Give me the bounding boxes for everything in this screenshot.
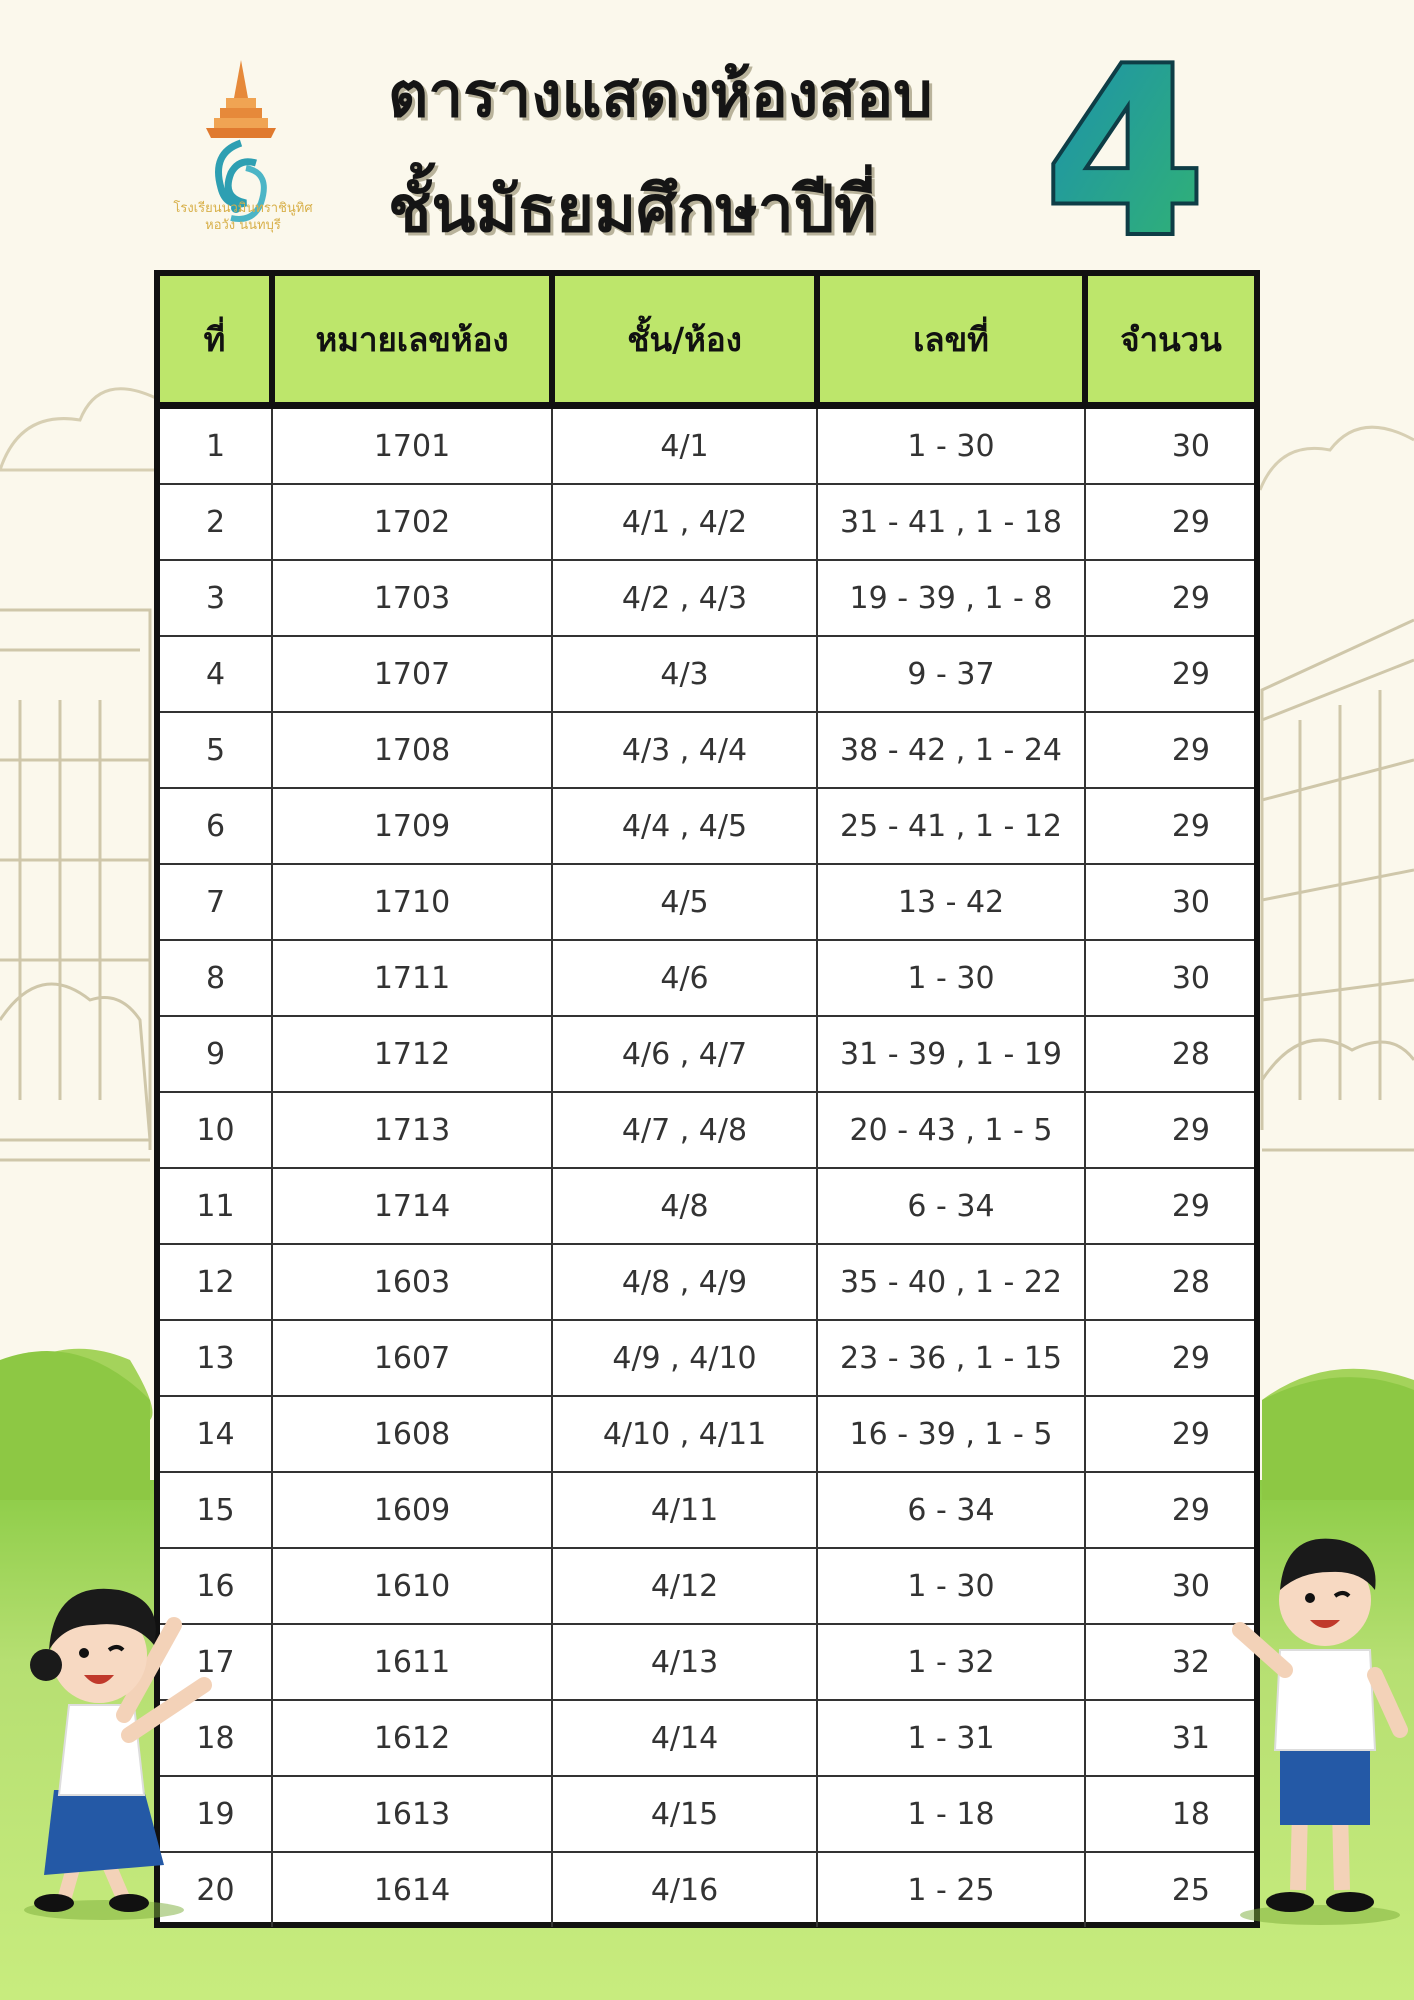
cell-count: 29 xyxy=(1085,1472,1254,1548)
column-header-room-number: หมายเลขห้อง xyxy=(272,276,552,406)
column-header-count: จำนวน xyxy=(1085,276,1254,406)
cell-class: 4/1 , 4/2 xyxy=(552,484,817,560)
school-name-line1: โรงเรียนนวมินทราชินูทิศ xyxy=(173,201,313,216)
cell-count: 18 xyxy=(1085,1776,1254,1852)
cell-no: 6 xyxy=(160,788,272,864)
cell-seat-numbers: 6 - 34 xyxy=(817,1168,1085,1244)
cell-no: 9 xyxy=(160,1016,272,1092)
cell-count: 29 xyxy=(1085,788,1254,864)
cell-class: 4/5 xyxy=(552,864,817,940)
cell-seat-numbers: 6 - 34 xyxy=(817,1472,1085,1548)
cell-room-number: 1702 xyxy=(272,484,552,560)
cell-count: 29 xyxy=(1085,484,1254,560)
exam-room-table xyxy=(154,270,1260,1928)
page-title-line1: ตารางแสดงห้องสอบ xyxy=(388,58,933,131)
cell-count: 25 xyxy=(1171,1872,1210,1908)
cell-no: 19 xyxy=(160,1776,272,1852)
cell-no: 1 xyxy=(160,406,272,485)
cell-count: 30 xyxy=(1085,940,1254,1016)
cell-count: 28 xyxy=(1085,1244,1254,1320)
table-row xyxy=(160,1016,1254,1092)
cell-seat-numbers: 19 - 39 , 1 - 8 xyxy=(817,560,1085,636)
cell-class: 4/9 , 4/10 xyxy=(552,1320,817,1396)
cell-class: 4/2 , 4/3 xyxy=(552,560,817,636)
table-row xyxy=(160,1548,1254,1624)
cell-room-number: 1710 xyxy=(272,864,552,940)
cell-seat-numbers: 9 - 37 xyxy=(817,636,1085,712)
cell-seat-numbers: 13 - 42 xyxy=(817,864,1085,940)
cell-count: 29 xyxy=(1085,1396,1254,1472)
table-row xyxy=(160,1472,1254,1548)
cell-room-number: 1711 xyxy=(272,940,552,1016)
cell-seat-numbers: 23 - 36 , 1 - 15 xyxy=(817,1320,1085,1396)
column-header-class: ชั้น/ห้อง xyxy=(552,276,817,406)
cell-room-number: 1607 xyxy=(272,1320,552,1396)
cell-room-number: 1613 xyxy=(272,1776,552,1852)
cell-seat-numbers: 1 - 32 xyxy=(817,1624,1085,1700)
cell-room-number: 1707 xyxy=(272,636,552,712)
cell-seat-numbers: 38 - 42 , 1 - 24 xyxy=(817,712,1085,788)
table-row xyxy=(160,712,1254,788)
table-row xyxy=(160,1396,1254,1472)
cell-class: 4/7 , 4/8 xyxy=(552,1092,817,1168)
cell-room-number: 1610 xyxy=(272,1548,552,1624)
cell-class: 4/12 xyxy=(552,1548,817,1624)
table-row xyxy=(160,484,1254,560)
cell-seat-numbers: 25 - 41 , 1 - 12 xyxy=(817,788,1085,864)
cell-seat-numbers: 1 - 18 xyxy=(817,1776,1085,1852)
cell-no: 13 xyxy=(160,1320,272,1396)
cell-no: 5 xyxy=(160,712,272,788)
cell-class: 4/13 xyxy=(552,1624,817,1700)
column-header-seat-numbers: เลขที่ xyxy=(817,276,1085,406)
table-row xyxy=(160,940,1254,1016)
cell-room-number: 1708 xyxy=(272,712,552,788)
cell-seat-numbers: 20 - 43 , 1 - 5 xyxy=(817,1092,1085,1168)
school-building-left xyxy=(0,610,150,1160)
cell-class: 4/6 , 4/7 xyxy=(552,1016,817,1092)
cell-no: 18 xyxy=(160,1700,272,1776)
cell-room-number: 1612 xyxy=(272,1700,552,1776)
cell-no: 8 xyxy=(160,940,272,1016)
cell-class: 4/11 xyxy=(552,1472,817,1548)
cell-no: 7 xyxy=(160,864,272,940)
cell-count: 30 xyxy=(1085,406,1254,485)
cell-room-number: 1609 xyxy=(272,1472,552,1548)
cell-class: 4/3 xyxy=(552,636,817,712)
cell-room-number: 1603 xyxy=(272,1244,552,1320)
cell-class: 4/6 xyxy=(552,940,817,1016)
cell-no: 15 xyxy=(160,1472,272,1548)
cell-count: 30 xyxy=(1085,1548,1254,1624)
table-row xyxy=(160,864,1254,940)
cell-class: 4/1 xyxy=(552,406,817,485)
cell-room-number: 1703 xyxy=(272,560,552,636)
grade-number-graphic xyxy=(1040,40,1210,250)
cell-room-number: 1709 xyxy=(272,788,552,864)
table-row xyxy=(160,560,1254,636)
girl-student-illustration xyxy=(14,1535,244,1925)
column-header-no: ที่ xyxy=(160,276,272,406)
cell-count: 28 xyxy=(1085,1016,1254,1092)
cell-seat-numbers: 1 - 30 xyxy=(817,406,1085,485)
cell-room-number: 1701 xyxy=(272,406,552,485)
cell-room-number: 1712 xyxy=(272,1016,552,1092)
cell-seat-numbers: 31 - 39 , 1 - 19 xyxy=(817,1016,1085,1092)
cell-count: 29 xyxy=(1085,1092,1254,1168)
school-name-caption xyxy=(168,200,318,234)
page-title-line2: ชั้นมัธยมศึกษาปีที่ xyxy=(388,173,877,247)
cell-room-number: 1713 xyxy=(272,1092,552,1168)
cell-no: 16 xyxy=(160,1548,272,1624)
cell-count: 29 xyxy=(1085,1320,1254,1396)
cell-class: 4/8 xyxy=(552,1168,817,1244)
cell-no: 12 xyxy=(160,1244,272,1320)
table-row xyxy=(160,788,1254,864)
cell-class: 4/3 , 4/4 xyxy=(552,712,817,788)
table-row xyxy=(160,1092,1254,1168)
cell-no: 10 xyxy=(160,1092,272,1168)
boy-student-illustration xyxy=(1210,1510,1410,1930)
table-row xyxy=(160,636,1254,712)
cell-seat-numbers: 1 - 31 xyxy=(817,1700,1085,1776)
cell-seat-numbers: 31 - 41 , 1 - 18 xyxy=(817,484,1085,560)
grade-number: 4 xyxy=(1044,40,1206,250)
table-row xyxy=(160,406,1254,485)
school-name-line2: หอวัง นนทบุรี xyxy=(205,218,281,233)
cell-no: 3 xyxy=(160,560,272,636)
cell-seat-numbers: 1 - 25 xyxy=(817,1852,1085,1927)
cell-count: 29 xyxy=(1085,636,1254,712)
cell-no: 17 xyxy=(160,1624,272,1700)
table-header-row xyxy=(160,276,1254,406)
school-building-right xyxy=(1262,620,1414,1150)
cell-room-number: 1614 xyxy=(272,1852,552,1927)
table-row xyxy=(160,1776,1254,1852)
cell-count: 32 xyxy=(1085,1624,1254,1700)
cell-room-number: 1611 xyxy=(272,1624,552,1700)
cell-count: 29 xyxy=(1085,712,1254,788)
cell-class: 4/16 xyxy=(552,1852,817,1927)
table-row xyxy=(160,1244,1254,1320)
cell-count: 29 xyxy=(1085,1168,1254,1244)
cell-room-number: 1608 xyxy=(272,1396,552,1472)
cell-no: 14 xyxy=(160,1396,272,1472)
cell-no: 11 xyxy=(160,1168,272,1244)
cell-count: 29 xyxy=(1085,560,1254,636)
cell-class: 4/15 xyxy=(552,1776,817,1852)
cell-class: 4/4 , 4/5 xyxy=(552,788,817,864)
cell-no: 2 xyxy=(160,484,272,560)
cell-seat-numbers: 1 - 30 xyxy=(817,1548,1085,1624)
table-row xyxy=(160,1320,1254,1396)
cell-no: 20 xyxy=(160,1852,272,1927)
table-row xyxy=(160,1700,1254,1776)
cell-class: 4/8 , 4/9 xyxy=(552,1244,817,1320)
cell-seat-numbers: 1 - 30 xyxy=(817,940,1085,1016)
table-row xyxy=(160,1624,1254,1700)
cell-count: 30 xyxy=(1085,864,1254,940)
cell-seat-numbers: 35 - 40 , 1 - 22 xyxy=(817,1244,1085,1320)
cell-class: 4/10 , 4/11 xyxy=(552,1396,817,1472)
cell-seat-numbers: 16 - 39 , 1 - 5 xyxy=(817,1396,1085,1472)
table-row xyxy=(160,1852,1254,1927)
cell-room-number: 1714 xyxy=(272,1168,552,1244)
cell-no: 4 xyxy=(160,636,272,712)
cell-class: 4/14 xyxy=(552,1700,817,1776)
table-row xyxy=(160,1168,1254,1244)
cell-count: 31 xyxy=(1085,1700,1254,1776)
